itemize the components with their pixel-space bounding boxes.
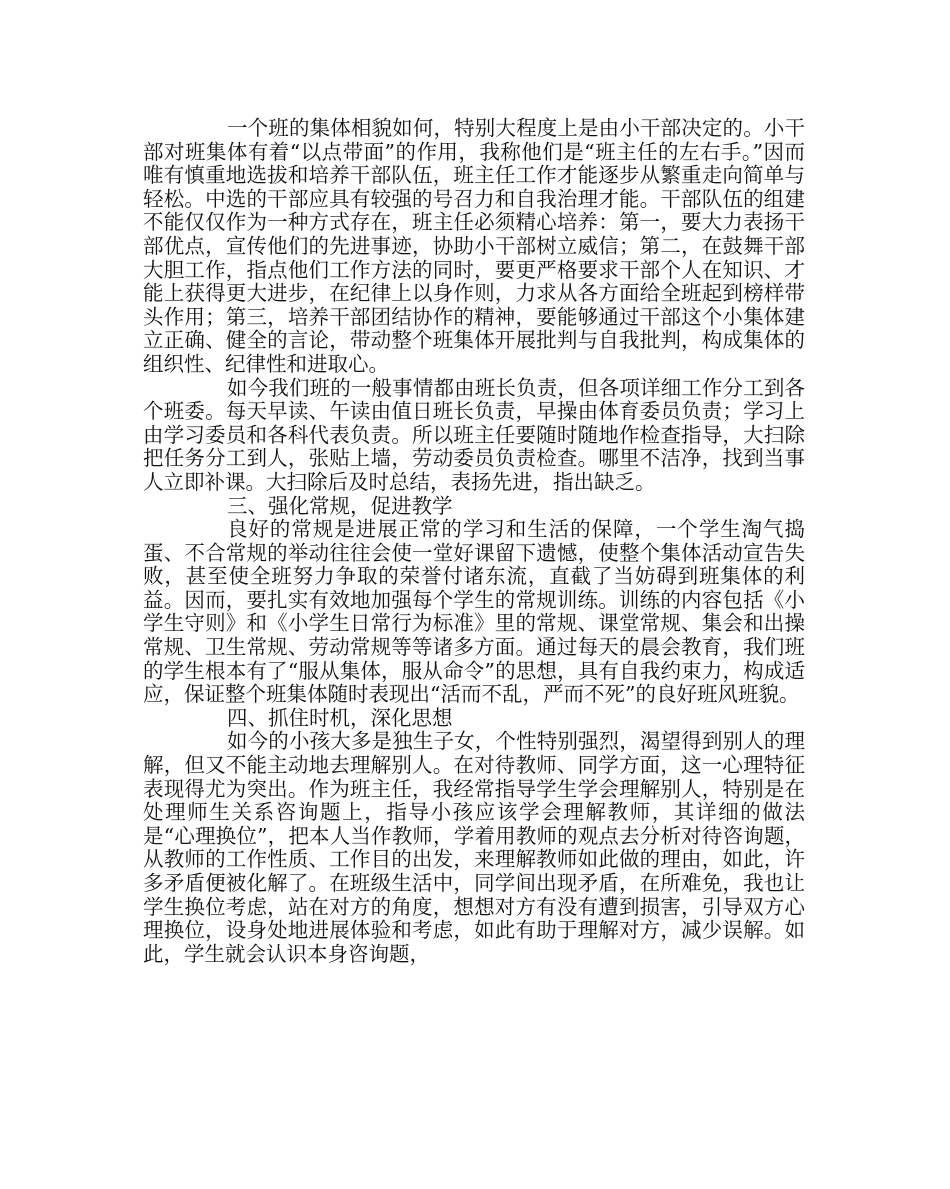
document-body xyxy=(143,117,805,966)
section-heading-routine: 三、强化常规，促进教学 xyxy=(227,493,453,518)
paragraph-duty-division: 如今我们班的一般事情都由班长负责，但各项详细工作分工到各个班委。每天早读、午读由值日班长负责，早操由体育委员负责；学习上由学习委员和各科代表负责。所以班主任要随时随地作检查指导，大扫除把任务分工到人，张贴上墙，劳动委员负责检查。哪里不洁净，找到当事人立即补课。大扫除后及时总结，表扬先进，指出缺乏。 xyxy=(143,375,805,494)
paragraph-role-reversal: 如今的小孩大多是独生子女，个性特别强烈，渴望得到别人的理解，但又不能主动地去理解别人。在对待教师、同学方面，这一心理特征表现得尤为突出。作为班主任，我经常指导学生学会理解别人，特别是在处理师生关系咨询题上，指导小孩应该学会理解教师，其详细的做法是“心理换位”，把本人当作教师，学着用教师的观点去分析对待咨询题，从教师的工作性质、工作目的出发，来理解教师如此做的理由，如此，许多矛盾便被化解了。在班级生活中，同学间出现矛盾，在所难免，我也让学生换位考虑，站在对方的角度，想想对方有没有遭到损害，引导双方心理换位，设身处地进展体验和考虑，如此有助于理解对方，减少误解。如此，学生就会认识本身咨询题， xyxy=(143,729,805,966)
paragraph-routine-training: 良好的常规是进展正常的学习和生活的保障，一个学生淘气捣蛋、不合常规的举动往往会使一堂好课留下遗憾，使整个集体活动宣告失败，甚至使全班努力争取的荣誉付诸东流，直截了当妨碍到班集体的利益。因而，要扎实有效地加强每个学生的常规训练。训练的内容包括《小学生守则》和《小学生日常行为标准》里的常规、课堂常规、集会和出操常规、卫生常规、劳动常规等等诸多方面。通过每天的晨会教育，我们班的学生根本有了“服从集体，服从命令”的思想，具有自我约束力，构成适应，保证整个班集体随时表现出“活而不乱，严而不死”的良好班风班貌。 xyxy=(143,517,805,707)
paragraph-class-cadres: 一个班的集体相貌如何，特别大程度上是由小干部决定的。小干部对班集体有着“以点带面”的作用，我称他们是“班主任的左右手。”因而唯有慎重地选拔和培养干部队伍，班主任工作才能逐步从繁重走向简单与轻松。中选的干部应具有较强的号召力和自我治理才能。干部队伍的组建不能仅仅作为一种方式存在，班主任必须精心培养：第一，要大力表扬干部优点，宣传他们的先进事迹，协助小干部树立威信；第二，在鼓舞干部大胆工作，指点他们工作方法的同时，要更严格要求干部个人在知识、才能上获得更大进步，在纪律上以身作则，力求从各方面给全班起到榜样带头作用；第三，培养干部团结协作的精神，要能够通过干部这个小集体建立正确、健全的言论，带动整个班集体开展批判与自我批判，构成集体的组织性、纪律性和进取心。 xyxy=(143,116,805,376)
section-heading-thinking: 四、抓住时机，深化思想 xyxy=(227,705,453,730)
